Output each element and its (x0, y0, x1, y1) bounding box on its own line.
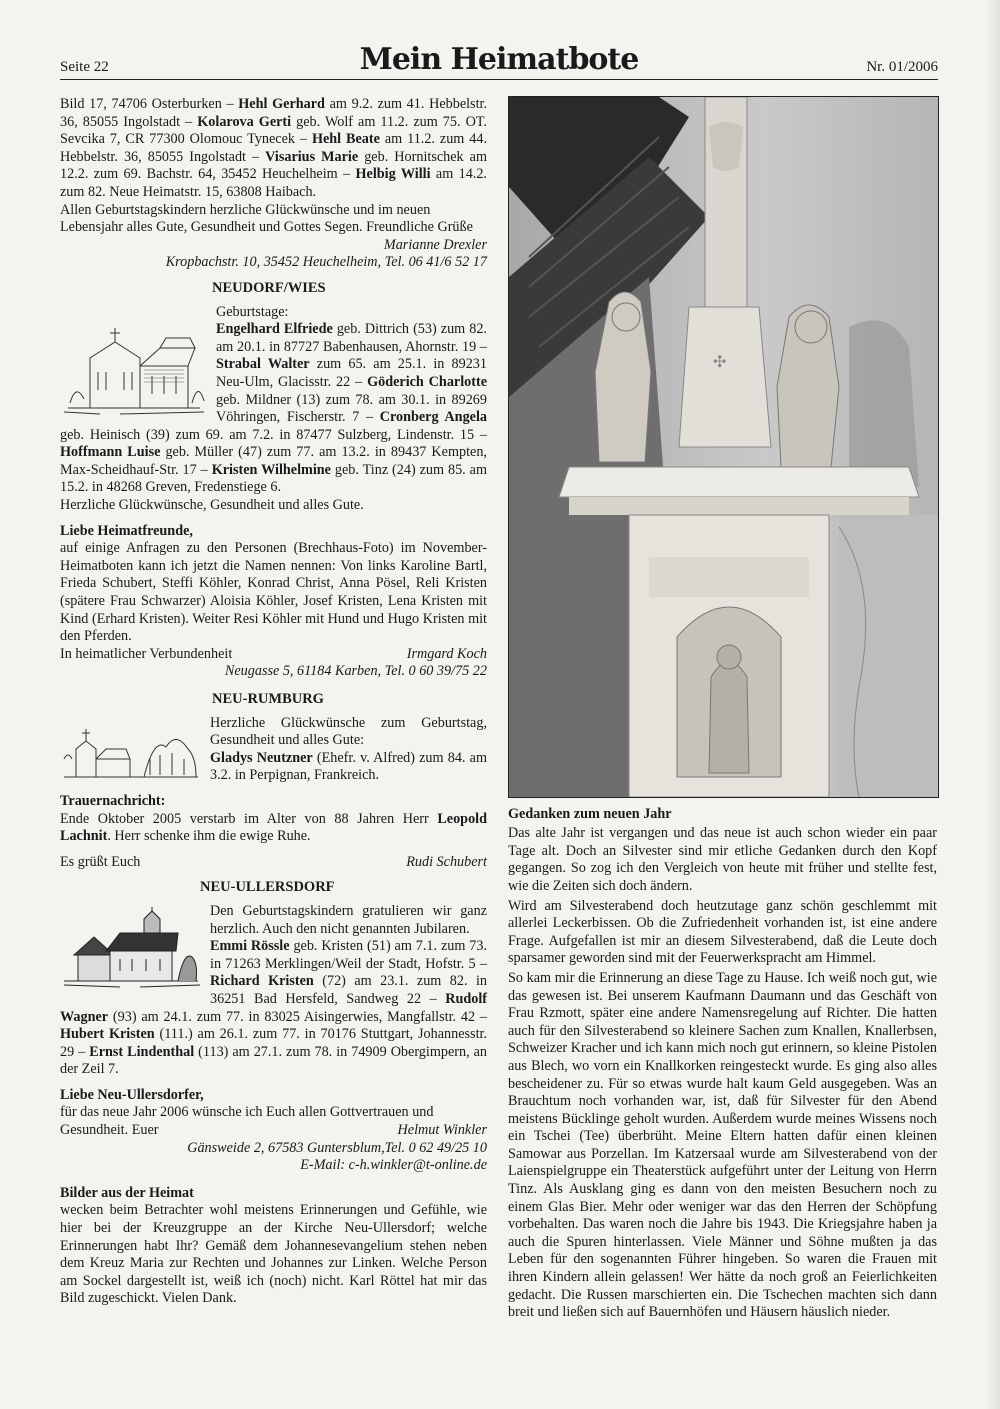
rumburg-text: Herzliche Glückwünsche zum Geburtstag, Gesundheit und alles Gute: (210, 714, 487, 749)
bilder-heading: Bilder aus der Heimat (60, 1184, 194, 1201)
friends-heading: Liebe Heimatfreunde, (60, 522, 193, 539)
signature-name: Marianne Drexler (383, 236, 487, 253)
ull-friends-heading: Liebe Neu-Ullersdorfer, (60, 1086, 204, 1103)
section-title-neudorf: NEUDORF/WIES (212, 279, 326, 296)
church-sketch-rumburg (60, 719, 202, 783)
masthead-logo: Mein Heimatbote (359, 42, 639, 77)
intro-greeting: Allen Geburtstagskindern herzliche Glückwünsche und im neuen Lebensjahr alles Gute, Gesundheit und Gottes Segen. Freundliche Grüße Marianne Drexler (60, 201, 487, 253)
article-paragraph-3: So kam mir die Erinnerung an diese Tage zu Hause. Ich weiß noch gut, wie das gewesen ist. Bei unserem Kaufmann Daumann und das Geschäft von Frau Rzmott, später eine andere Namensregelung auf Richter. Die hatten auch für den Silvesterabend so kleinere Sachen zum Knallen, Knallerbsen, Schweizer Kracher und ich kann mich noch gut erinnern, so kleine Pistolen aus Blech, wo vorn ein Knallkorken reingesteckt wurde. Es ging also alles bescheidener zu. Für so etwas wurde halt kaum Geld ausgegeben. Was an Brauchtum noch vorhanden war, ist, daß für Silvester für den Abend meistens Bücklinge geholt wurden. Außerdem wurde meines Wissens noch ein Tschei (Tee) überbrüht. Meine Eltern hatten dafür einen kleinen Samowar aus Porzellan. Im Katzersaal wurde am Silvesterabend von der Laienspielgruppe ein Theaterstück aufgeführt unter der Leitung von Herrn Tinz. Als Ausklang ging es dann von den meisten Besuchern noch zu einem Glas Bier. Mehr oder weniger war das den Herren der Schöpfung vorbehalten. Das waren noch die Jahre bis 1943. Die Kriegsjahre haben ja auch die Spuren hinterlassen. Viele Männer und Söhne mußten ja das Leben für den sogenannten Führer hingeben. So waren die Frauen mit ihren Kindern allein gelassen! Wer hätte da noch groß an Feierlichkeiten gedacht. Die Russen marschierten ein. Die Tschechen machten sich dann breit und ließen sich auf Bauernhöfen und Häusern häuslich nieder. (508, 969, 937, 1321)
bilder-text: wecken beim Betrachter wohl meistens Erinnerungen und Gefühle, wie hier bei der Kreuzgruppe an der Kirche Neu-Ullersdorf; welche Erinnerungen habt Ihr? Gemäß dem Johannesevangelium stehen neben dem Kreuz Maria zur Rechten und Johannes zur Linken. Welche Person am Sockel dargestellt ist, weiß ich (noch) nicht. Karl Röttel hat mir das Bild zugeschickt. Vielen Dank. (60, 1202, 487, 1307)
friends-signature: In heimatlicher Verbundenheit Irmgard Koch (60, 645, 487, 662)
left-column (60, 96, 487, 1308)
page-header (60, 40, 938, 80)
page-edge-shadow (986, 0, 1000, 1409)
church-sketch-ullersdorf (60, 907, 202, 991)
friends-text: auf einige Anfragen zu den Personen (Brechhaus-Foto) im November-Heimatboten kann ich jetzt die Namen nennen: Von links Karoline Bartl, Frieda Schubert, Steffi Köhler, Konrad Christ, Anna Pösel, Reli Kristen (spätere Frau Schwarzer) Aloisia Köhler, Josef Kristen, Lena Kristen mit Kind (Erhard Kristen). Weiter Resi Köhler mit Hund und Hugo Kristen mit den Pferden. (60, 540, 487, 645)
article-title: Gedanken zum neuen Jahr (508, 805, 672, 822)
ullersdorf-birthdays: Emmi Rössle geb. Kristen (51) am 7.1. zum 73. in 71263 Merklingen/Weil der Stadt, Hofstr. 5 – Richard Kristen (72) am 23.1. zum 82. in 36251 Bad Hersfeld, Sandweg 22 – Rudolf Wagner (93) am 24.1. zum 77. in 83025 Aisingerwies, Mangfallstr. 42 – Hubert Kristen (111.) am 26.1. zum 77. in 70176 Stuttgart, Johannesstr. 29 – Ernst Lindenthal (113) am 27.1. zum 78. in 74909 Obergimpern, an der Zeil 7. (60, 938, 488, 1078)
ull-friends-text: für das neue Jahr 2006 wünsche ich Euch allen Gottvertrauen und Gesundheit. Euer Helmut Winkler (60, 1104, 487, 1139)
neudorf-birthdays: Engelhard Elfriede geb. Dittrich (53) zum 82. am 20.1. in 87727 Babenhausen, Ahornstr. 19 – Strabal Walter zum 65. am 25.1. in 89231 Neu-Ulm, Glacisstr. 22 – Göderich Charlotte geb. Mildner (13) zum 78. am 30.1. in 89269 Vöhringen, Fischerstr. 7 – Cronberg Angela geb. Heinisch (39) zum 69. am 7.2. in 87477 Sulzberg, Lindenstr. 15 – Hoffmann Luise geb. Müller (47) zum 77. am 13.2. in 89437 Kempten, Max-Scheidhauf-Str. 17 – Kristen Wilhelmine geb. Tinz (24) zum 85. am 15.2. in 48268 Greven, Fredenstiege 6. (60, 321, 487, 496)
trauer-text: Ende Oktober 2005 verstarb im Alter von 88 Jahren Herr Leopold Lachnit. Herr schenke ihm die ewige Ruhe. (60, 810, 487, 845)
neudorf-label: Geburtstage: (216, 303, 289, 320)
header-rule (60, 79, 938, 80)
trauer-heading: Trauernachricht: (60, 792, 166, 809)
section-title-ullersdorf: NEU-ULLERSDORF (200, 879, 335, 896)
article-paragraph-1: Das alte Jahr ist vergangen und das neue ist auch schon wieder ein paar Tage alt. Doch an Silvester sind mir etliche Gedanken durch den Kopf gegangen. So zog ich den Vergleich von heute mit früher und stellte fest, wie die Zeiten sich doch ändern. (508, 825, 937, 894)
rumburg-birthday: Gladys Neutzner (Ehefr. v. Alfred) zum 84. am 3.2. in Perpignan, Frankreich. (210, 749, 487, 784)
ull-friends-email: E-Mail: c-h.winkler@t-online.de (300, 1157, 487, 1174)
crucifix-group-photo (508, 96, 939, 798)
neudorf-wish: Herzliche Glückwünsche, Gesundheit und alles Gute. (60, 497, 364, 514)
article-paragraph-2: Wird am Silvesterabend doch heutzutage ganz schön geschlemmt mit allerlei Leckerbissen. Ob die Zufriedenheit vorhanden ist, ist eine andere Frage. Aufgefallen ist mir an diesem Silvesterabend, daß die Leute doch sparsamer geworden sind mit der Feuerwerkspracht am Himmel. (508, 897, 937, 967)
page-number: Seite 22 (60, 59, 109, 75)
ullersdorf-intro: Den Geburtstagskindern gratulieren wir ganz herzlich. Auch den nicht genannten Jubilaren. (210, 902, 487, 937)
friends-address: Neugasse 5, 61184 Karben, Tel. 0 60 39/75 22 (224, 663, 487, 680)
ull-friends-address: Gänsweide 2, 67583 Guntersblum,Tel. 0 62 49/25 10 (187, 1139, 487, 1156)
birthday-list-continued: Bild 17, 74706 Osterburken – Hehl Gerhard am 9.2. zum 41. Hebbelstr. 36, 85055 Ingolstadt – Kolarova Gerti geb. Wolf am 11.2. zum 75. OT. Sevcika 7, CR 77300 Olomouc Tynecek – Hehl Beate am 11.2. zum 44. Hebbelstr. 36, 85055 Ingolstadt – Visarius Marie geb. Hornitschek am 12.2. zum 69. Bachstr. 64, 35452 Heuchelheim – Helbig Willi am 14.2. zum 82. Neue Heimatstr. 15, 63808 Haibach. (60, 96, 488, 200)
issue-number: Nr. 01/2006 (866, 59, 938, 75)
section-title-rumburg: NEU-RUMBURG (212, 691, 324, 707)
church-sketch-neudorf (60, 308, 208, 420)
signature-address: Kropbachstr. 10, 35452 Heuchelheim, Tel. 06 41/6 52 17 (165, 254, 487, 271)
right-column (508, 96, 937, 1322)
trauer-signature: Es grüßt Euch Rudi Schubert (60, 853, 487, 870)
svg-text:✣: ✣ (713, 354, 727, 371)
